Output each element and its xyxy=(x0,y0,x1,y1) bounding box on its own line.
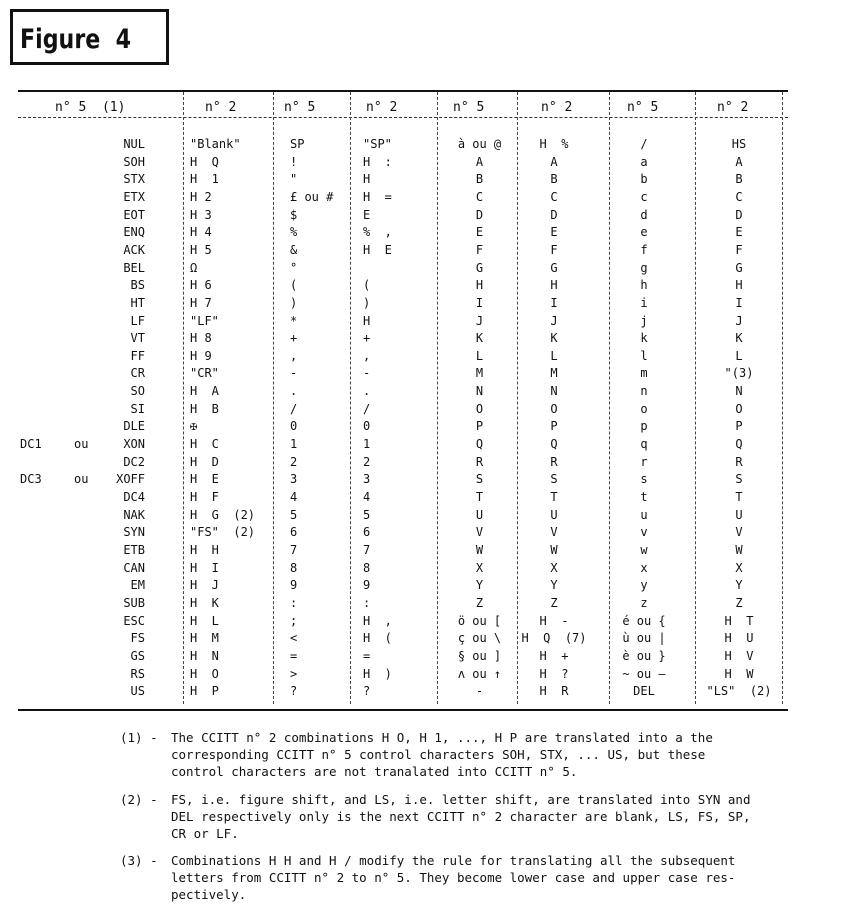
table-cell-l5: X xyxy=(475,561,484,575)
table-cell-b5: > xyxy=(290,667,298,681)
table-cell-s5: ù ou | xyxy=(622,631,666,645)
table-cell-l5: ö ou [ xyxy=(457,614,502,628)
table-cell-c5: ENQ xyxy=(123,225,145,239)
table-cell-s5: y xyxy=(640,578,648,592)
table-cell-b2: E xyxy=(363,208,371,222)
table-cell-c2: H A xyxy=(190,384,219,398)
table-cell-c5: US xyxy=(130,684,145,698)
table-cell-s5: g xyxy=(640,261,648,275)
table-cell-b5: 3 xyxy=(290,472,298,486)
table-cell-b2: + xyxy=(363,331,371,345)
table-cell-s2: N xyxy=(735,384,743,398)
table-cell-l2: H + xyxy=(539,649,569,663)
table-cell-c2: "LF" xyxy=(190,314,219,328)
footnote-1-number: (1) - xyxy=(120,730,158,745)
table-cell-c2: H 8 xyxy=(190,331,212,345)
table-cell-l2: Y xyxy=(550,578,558,592)
table-cell-s2: B xyxy=(735,172,743,186)
table-cell-b5: SP xyxy=(290,137,305,151)
table-cell-c5: ACK xyxy=(123,243,145,257)
table-cell-l5: E xyxy=(475,225,484,239)
table-cell-c2: H J xyxy=(190,578,219,592)
table-cell-c5: VT xyxy=(130,331,145,345)
table-cell-b5: & xyxy=(290,243,298,257)
table-cell-b2: H = xyxy=(363,190,392,204)
table-cell-b2: , xyxy=(363,349,371,363)
table-cell-l5: B xyxy=(475,172,484,186)
table-cell-l5: Q xyxy=(475,437,484,451)
table-cell-b5: $ xyxy=(290,208,298,222)
column-divider xyxy=(609,92,610,704)
table-cell-c2: H 3 xyxy=(190,208,212,222)
table-cell-s5: t xyxy=(640,490,648,504)
table-cell-b5: 6 xyxy=(290,525,298,539)
table-cell-c5: SO xyxy=(130,384,145,398)
table-cell-s2: P xyxy=(735,419,743,433)
table-cell-l5: Y xyxy=(475,578,484,592)
table-cell-l5: O xyxy=(475,402,484,416)
table-cell-l5: U xyxy=(475,508,484,522)
table-cell-pre: DC1 xyxy=(20,437,42,451)
table-cell-c5: DC4 xyxy=(123,490,145,504)
table-cell-l5: I xyxy=(475,296,484,310)
table-cell-s5: z xyxy=(640,596,648,610)
table-cell-b2: H ( xyxy=(363,631,392,645)
table-cell-c2: H 5 xyxy=(190,243,212,257)
table-cell-l2: N xyxy=(550,384,558,398)
table-cell-s5: i xyxy=(640,296,648,310)
table-cell-c2: H D xyxy=(190,455,219,469)
table-cell-s5: é ou { xyxy=(622,614,666,628)
table-cell-s2: H U xyxy=(724,631,754,645)
table-cell-b2: - xyxy=(363,366,371,380)
table-cell-s2: T xyxy=(735,490,743,504)
column-divider xyxy=(437,92,438,704)
table-cell-l2: F xyxy=(550,243,558,257)
table-cell-c5: ETB xyxy=(123,543,145,557)
table-cell-b2: / xyxy=(363,402,371,416)
table-cell-l5: K xyxy=(475,331,484,345)
table-cell-s5: x xyxy=(640,561,648,575)
table-cell-s2: H T xyxy=(724,614,754,628)
table-cell-s5: è ou } xyxy=(622,649,666,663)
table-cell-l2: E xyxy=(550,225,558,239)
column-divider xyxy=(350,92,351,704)
table-cell-s2: H V xyxy=(724,649,754,663)
table-cell-c2: H Q xyxy=(190,155,219,169)
table-cell-b2: H xyxy=(363,172,371,186)
table-cell-b2: H ) xyxy=(363,667,392,681)
table-cell-l2: P xyxy=(550,419,558,433)
table-cell-c2: H B xyxy=(190,402,219,416)
footnote-2-number: (2) - xyxy=(120,792,158,807)
table-cell-l2: L xyxy=(550,349,558,363)
table-cell-c5: DLE xyxy=(123,419,145,433)
table-cell-l5: à ou @ xyxy=(457,137,502,151)
table-cell-s5: u xyxy=(640,508,648,522)
table-cell-s5: k xyxy=(640,331,648,345)
table-cell-c2: H O xyxy=(190,667,219,681)
header-n2: n° 2 xyxy=(205,100,237,115)
table-cell-c5: SI xyxy=(130,402,145,416)
table-cell-s2: "(3) xyxy=(724,366,754,380)
table-cell-s5: / xyxy=(640,137,648,151)
column-divider xyxy=(782,92,783,704)
table-cell-b5: " xyxy=(290,172,298,186)
table-cell-b5: - xyxy=(290,366,298,380)
table-cell-b2: ) xyxy=(363,296,371,310)
table-cell-s5: r xyxy=(640,455,648,469)
table-cell-b5: % xyxy=(290,225,298,239)
table-cell-l2: U xyxy=(550,508,558,522)
table-cell-l5: ʌ ou ↑ xyxy=(457,667,502,681)
table-cell-b5: 0 xyxy=(290,419,298,433)
table-cell-l2: H ? xyxy=(539,667,569,681)
table-cell-s2: U xyxy=(735,508,743,522)
table-cell-b2: 4 xyxy=(363,490,371,504)
table-cell-b2: 0 xyxy=(363,419,371,433)
table-cell-s5: b xyxy=(640,172,648,186)
table-cell-b5: = xyxy=(290,649,298,663)
table-cell-b5: < xyxy=(290,631,298,645)
table-cell-b5: : xyxy=(290,596,298,610)
table-cell-l5: W xyxy=(475,543,484,557)
table-cell-s5: DEL xyxy=(633,684,655,698)
header-n5: n° 5 xyxy=(453,100,485,115)
table-cell-l5: H xyxy=(475,278,484,292)
footnote-1-text: The CCITT n° 2 combinations H O, H 1, ..., H P are translated into a the corresponding CCITT n° 5 control characters SOH, STX, ... US, but these control characters are not tranalated into CCITT n° 5. xyxy=(171,730,713,779)
table-cell-s2: S xyxy=(735,472,743,486)
table-cell-b5: 9 xyxy=(290,578,298,592)
table-cell-b5: 8 xyxy=(290,561,298,575)
table-cell-l2: T xyxy=(550,490,558,504)
table-cell-l5: F xyxy=(475,243,484,257)
table-cell-c2: H F xyxy=(190,490,219,504)
table-cell-s2: H xyxy=(735,278,743,292)
table-cell-b2: 6 xyxy=(363,525,371,539)
table-cell-l5: D xyxy=(475,208,484,222)
table-cell-s2: Z xyxy=(735,596,743,610)
table-cell-c2: Ω xyxy=(190,261,198,275)
table-cell-b5: * xyxy=(290,314,298,328)
table-cell-s2: A xyxy=(735,155,743,169)
table-cell-s5: ~ ou — xyxy=(622,667,666,681)
table-cell-c5: FS xyxy=(130,631,145,645)
table-cell-ou: ou xyxy=(74,472,89,486)
table-cell-b2: : xyxy=(363,596,371,610)
table-cell-c2: "Blank" xyxy=(190,137,241,151)
table-cell-s2: E xyxy=(735,225,743,239)
table-cell-c5: EOT xyxy=(123,208,145,222)
table-cell-l5: - xyxy=(475,684,484,698)
table-cell-s5: o xyxy=(640,402,648,416)
table-cell-b5: / xyxy=(290,402,298,416)
table-cell-c5: HT xyxy=(130,296,145,310)
table-cell-l2: A xyxy=(550,155,558,169)
table-cell-c5: CR xyxy=(130,366,145,380)
table-cell-s2: R xyxy=(735,455,743,469)
table-cell-s2: F xyxy=(735,243,743,257)
table-cell-s5: c xyxy=(640,190,648,204)
table-cell-b5: ( xyxy=(290,278,298,292)
table-cell-b5: ? xyxy=(290,684,298,698)
table-cell-c5: BEL xyxy=(123,261,145,275)
table-cell-b5: . xyxy=(290,384,298,398)
table-cell-s5: w xyxy=(640,543,648,557)
table-cell-b2: 5 xyxy=(363,508,371,522)
table-cell-s5: h xyxy=(640,278,648,292)
table-cell-l5: Z xyxy=(475,596,484,610)
table-cell-l5: C xyxy=(475,190,484,204)
table-cell-l5: S xyxy=(475,472,484,486)
table-cell-b2: ( xyxy=(363,278,371,292)
table-cell-l5: J xyxy=(475,314,484,328)
table-cell-s5: n xyxy=(640,384,648,398)
table-cell-l2: B xyxy=(550,172,558,186)
table-cell-b2: . xyxy=(363,384,371,398)
table-cell-s5: q xyxy=(640,437,648,451)
table-cell-l2: O xyxy=(550,402,558,416)
table-cell-l2: C xyxy=(550,190,558,204)
table-cell-c5: FF xyxy=(130,349,145,363)
table-cell-c2: H 4 xyxy=(190,225,212,239)
table-cell-s2: HS xyxy=(731,137,747,151)
table-cell-b2: 2 xyxy=(363,455,371,469)
table-cell-c2: ✠ xyxy=(190,419,198,433)
footnote-2-text: FS, i.e. figure shift, and LS, i.e. letter shift, are translated into SYN and DEL respectively only is the next CCITT n° 2 character are blank, LS, FS, SP, CR or LF. xyxy=(171,792,751,841)
table-cell-l5: N xyxy=(475,384,484,398)
table-cell-b2: H : xyxy=(363,155,392,169)
table-cell-s5: e xyxy=(640,225,648,239)
table-cell-s2: H W xyxy=(724,667,754,681)
table-cell-ou: ou xyxy=(74,437,89,451)
column-divider xyxy=(517,92,518,704)
table-cell-l2: H R xyxy=(539,684,569,698)
table-cell-s5: v xyxy=(640,525,648,539)
table-cell-c5: RS xyxy=(130,667,145,681)
table-cell-c5: EM xyxy=(130,578,145,592)
table-cell-c2: H I xyxy=(190,561,219,575)
table-cell-pre: DC3 xyxy=(20,472,42,486)
table-cell-s2: K xyxy=(735,331,743,345)
table-cell-b2: 3 xyxy=(363,472,371,486)
table-cell-s2: V xyxy=(735,525,743,539)
table-cell-b5: 2 xyxy=(290,455,298,469)
table-cell-l2: X xyxy=(550,561,558,575)
table-cell-b5: 4 xyxy=(290,490,298,504)
table-cell-s2: Y xyxy=(735,578,743,592)
table-cell-b2: 9 xyxy=(363,578,371,592)
column-divider xyxy=(695,92,696,704)
table-cell-s5: m xyxy=(640,366,648,380)
table-cell-c5: ESC xyxy=(123,614,145,628)
table-cell-b5: + xyxy=(290,331,298,345)
table-cell-l5: G xyxy=(475,261,484,275)
table-cell-l2: W xyxy=(550,543,558,557)
table-cell-c5: STX xyxy=(123,172,145,186)
header-n5: n° 5 xyxy=(284,100,316,115)
header-n2: n° 2 xyxy=(366,100,398,115)
table-cell-s5: p xyxy=(640,419,648,433)
header-bottom-rule xyxy=(18,117,788,118)
table-cell-l2: V xyxy=(550,525,558,539)
table-cell-l5: ç ou \ xyxy=(457,631,502,645)
table-cell-b5: £ ou # xyxy=(290,190,334,204)
table-cell-l2: H - xyxy=(539,614,569,628)
table-cell-s2: O xyxy=(735,402,743,416)
table-cell-c2: H N xyxy=(190,649,219,663)
table-cell-l2: Q xyxy=(550,437,558,451)
table-cell-l5: R xyxy=(475,455,484,469)
table-cell-s2: "LS" (2) xyxy=(706,684,772,698)
table-cell-s5: s xyxy=(640,472,648,486)
table-cell-c2: H H xyxy=(190,543,219,557)
table-cell-l5: P xyxy=(475,419,484,433)
table-cell-l2: J xyxy=(550,314,558,328)
table-cell-c5: NAK xyxy=(123,508,145,522)
column-divider xyxy=(273,92,274,704)
table-cell-b5: 7 xyxy=(290,543,298,557)
table-cell-c2: H 2 xyxy=(190,190,212,204)
table-cell-c5: ETX xyxy=(123,190,145,204)
footnote-3-text: Combinations H H and H / modify the rule for translating all the subsequent letters from CCITT n° 2 to n° 5. They become lower case and upper case res- pectively. xyxy=(171,853,736,902)
header-n2: n° 2 xyxy=(541,100,573,115)
table-cell-c2: H M xyxy=(190,631,219,645)
header-n5-control: n° 5 (1) xyxy=(55,100,126,115)
table-cell-c5: XOFF xyxy=(116,472,145,486)
table-cell-c2: H G (2) xyxy=(190,508,256,522)
table-cell-b5: ° xyxy=(290,261,298,275)
footnote-3-number: (3) - xyxy=(120,853,158,868)
table-cell-b5: , xyxy=(290,349,298,363)
table-cell-l2: S xyxy=(550,472,558,486)
table-cell-l2: H % xyxy=(539,137,569,151)
table-cell-c5: GS xyxy=(130,649,145,663)
table-cell-b2: H xyxy=(363,314,371,328)
table-cell-b5: 1 xyxy=(290,437,298,451)
table-cell-c2: H 7 xyxy=(190,296,212,310)
table-cell-s2: I xyxy=(735,296,743,310)
table-bottom-rule xyxy=(18,709,788,711)
table-cell-b2: 7 xyxy=(363,543,371,557)
table-cell-c2: "FS" (2) xyxy=(190,525,256,539)
table-cell-c5: SOH xyxy=(123,155,145,169)
header-n5: n° 5 xyxy=(627,100,659,115)
table-cell-b2: = xyxy=(363,649,371,663)
table-cell-l2: D xyxy=(550,208,558,222)
table-cell-l2: H xyxy=(550,278,558,292)
table-cell-s2: D xyxy=(735,208,743,222)
table-cell-l2: K xyxy=(550,331,558,345)
table-cell-l5: § ou ] xyxy=(457,649,502,663)
table-cell-b5: 5 xyxy=(290,508,298,522)
table-cell-s2: Q xyxy=(735,437,743,451)
table-cell-c2: H E xyxy=(190,472,219,486)
table-cell-s5: l xyxy=(640,349,648,363)
table-cell-b2: % , xyxy=(363,225,392,239)
table-cell-s2: G xyxy=(735,261,743,275)
table-cell-c2: H P xyxy=(190,684,219,698)
table-cell-l5: V xyxy=(475,525,484,539)
table-cell-s5: j xyxy=(640,314,648,328)
table-cell-c5: XON xyxy=(123,437,145,451)
table-cell-b2: 8 xyxy=(363,561,371,575)
table-cell-b2: "SP" xyxy=(363,137,392,151)
table-cell-s2: X xyxy=(735,561,743,575)
table-cell-s5: f xyxy=(640,243,648,257)
figure-title: Figure 4 xyxy=(20,24,132,55)
table-cell-c5: BS xyxy=(130,278,145,292)
table-cell-l5: T xyxy=(475,490,484,504)
table-cell-s2: C xyxy=(735,190,743,204)
table-cell-l2: R xyxy=(550,455,558,469)
table-cell-l5: A xyxy=(475,155,484,169)
table-cell-c5: LF xyxy=(130,314,145,328)
table-cell-c2: H 9 xyxy=(190,349,212,363)
table-cell-l5: L xyxy=(475,349,484,363)
table-cell-s2: W xyxy=(735,543,743,557)
table-cell-l2: I xyxy=(550,296,558,310)
table-cell-b2: 1 xyxy=(363,437,371,451)
table-cell-b2: H E xyxy=(363,243,392,257)
table-cell-s5: d xyxy=(640,208,648,222)
table-cell-s2: J xyxy=(735,314,743,328)
table-cell-l2: H Q (7) xyxy=(521,631,587,645)
table-cell-l2: G xyxy=(550,261,558,275)
table-cell-c2: H 6 xyxy=(190,278,212,292)
table-cell-l5: M xyxy=(475,366,484,380)
table-cell-b2: H , xyxy=(363,614,392,628)
column-divider xyxy=(183,92,184,704)
table-cell-c2: H 1 xyxy=(190,172,219,186)
table-cell-l2: Z xyxy=(550,596,558,610)
table-cell-c5: SYN xyxy=(123,525,145,539)
table-cell-c2: H C xyxy=(190,437,219,451)
table-cell-c2: H K xyxy=(190,596,219,610)
table-cell-b5: ; xyxy=(290,614,298,628)
table-cell-c5: CAN xyxy=(123,561,145,575)
table-cell-b2: ? xyxy=(363,684,371,698)
table-cell-s2: L xyxy=(735,349,743,363)
table-cell-c2: H L xyxy=(190,614,219,628)
table-cell-c2: "CR" xyxy=(190,366,219,380)
table-cell-s5: a xyxy=(640,155,648,169)
header-n2: n° 2 xyxy=(717,100,749,115)
table-cell-b5: ) xyxy=(290,296,298,310)
table-cell-c5: NUL xyxy=(123,137,145,151)
table-cell-b5: ! xyxy=(290,155,298,169)
table-cell-c5: DC2 xyxy=(123,455,145,469)
table-cell-c5: SUB xyxy=(123,596,145,610)
table-top-rule xyxy=(18,90,788,92)
table-cell-l2: M xyxy=(550,366,558,380)
